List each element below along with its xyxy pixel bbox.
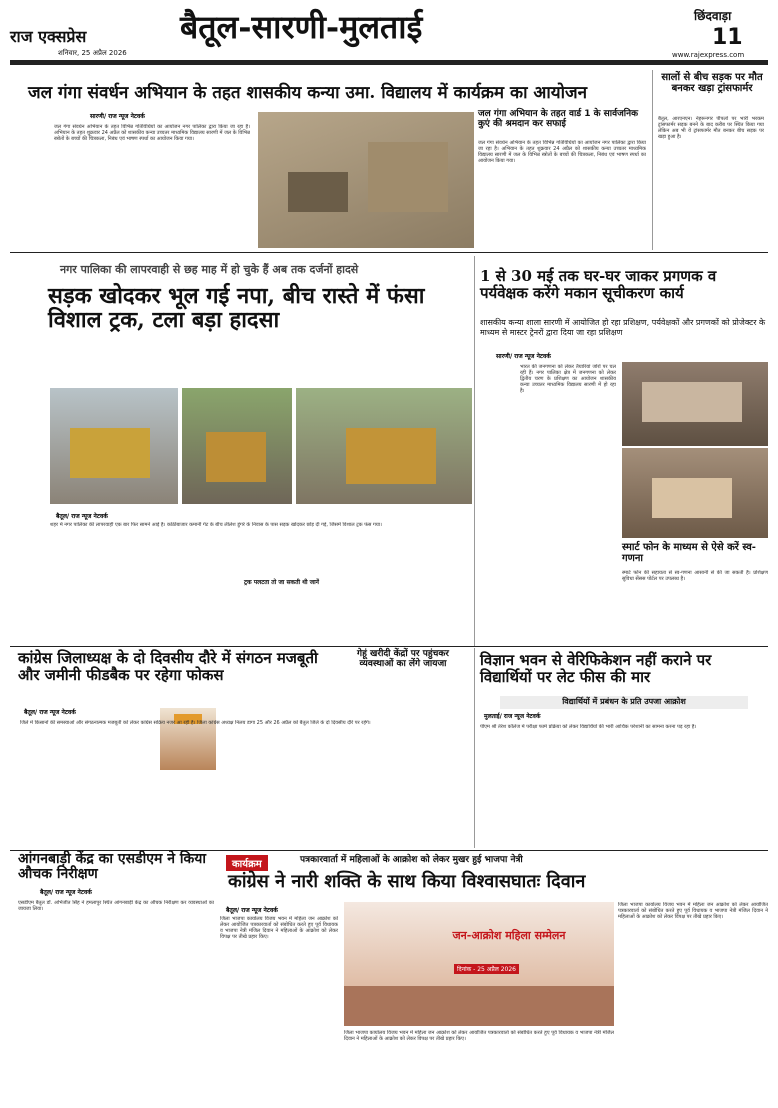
anganwadi-body: एसडीएम बैतूल डॉ. अभिजीत सिंह ने हमलापुर स्थित आंगनबाड़ी केंद्र का औचक निरीक्षण कर व्यवस्थाओं का जायजा लिया।: [18, 900, 214, 912]
accident-caption: ट्रक पलटता तो जा सकती थी जानें: [244, 579, 319, 586]
congress-tour-headline: कांग्रेस जिलाध्यक्ष के दो दिवसीय दौरे में संगठन मजबूती और जमीनी फीडबैक पर रहेगा फोकस: [18, 649, 318, 684]
lead-side-headline: जल गंगा अभियान के तहत वार्ड 1 के सार्वजनिक कुएं की श्रमदान कर सफाई: [478, 109, 639, 129]
women-conference-photo: [344, 902, 614, 1026]
congress-tour-byline: बैतूल/ राज न्यूज नेटवर्क: [24, 709, 76, 716]
karyakram-body-bottom: जिला भाजपा कार्यालय विजय भवन में महिला जन आक्रोश को लेकर आयोजित पत्रकारवार्ता को संबोधित करते हुए पूर्व विधायक व भाजपा नेत्री मंजिल दिवान ने महिलाओं के आक्रोश को लेकर विपक्ष पर तीखे प्रहार किए।: [344, 1030, 614, 1042]
section-title: बैतूल-सारणी-मुलताई: [180, 8, 423, 46]
training-photo-1: [622, 362, 768, 446]
wheat-headline: गेहूं खरीदी केंद्रों पर पहुंचकर व्यवस्थाओं का लेंगे जायजा: [357, 649, 449, 669]
issue-date: शनिवार, 25 अप्रैल 2026: [58, 49, 127, 57]
karyakram-body-left: जिला भाजपा कार्यालय विजय भवन में महिला जन आक्रोश को लेकर आयोजित पत्रकारवार्ता को संबोधित करते हुए पूर्व विधायक व भाजपा नेत्री मंजिल दिवान ने महिलाओं के आक्रोश को लेकर विपक्ष पर तीखे प्रहार किए।: [220, 916, 338, 940]
smart-phone-headline: स्मार्ट फोन के माध्यम से ऐसे करें स्व-गणना: [622, 542, 756, 564]
congress-tour-body: जिले में किसानों की समस्याओं और संगठनात्मक मजबूती को लेकर कांग्रेस सक्रिय नजर आ रही है। जिला कांग्रेस अध्यक्ष निलय डागा 25 और 26 अप्रैल को बैतूल जिले के दो दिवसीय दौरे पर रहेंगे।: [20, 720, 371, 726]
lead-headline: जल गंगा संवर्धन अभियान के तहत शासकीय कन्या उमा. विद्यालय में कार्यक्रम का आयोजन: [28, 83, 588, 103]
website-link[interactable]: www.rajexpress.com: [672, 51, 745, 59]
survey-subheadline: शासकीय कन्या शाला सारणी में आयोजित हो रहा प्रशिक्षण, पर्यवेक्षकों और प्रगणकों को प्रोजेक्टर के माध्यम से मास्टर ट्रेनरों द्वारा दिया जा रहा प्रशिक्षण: [480, 318, 766, 337]
karyakram-byline: बैतूल/ राज न्यूज नेटवर्क: [226, 907, 278, 914]
conference-banner-date: दिनांक - 25 अप्रैल 2026: [454, 964, 519, 974]
science-subheadline: विद्यार्थियों में प्रबंधन के प्रति उपजा आक्रोश: [500, 696, 748, 709]
survey-body: भारत की जनगणना को लेकर तैयारियां जोरों पर चल रही हैं। नगर पालिका क्षेत्र में जनगणना को लेकर द्वितीय चरण के प्रशिक्षण का आयोजन शासकीय कन्या उच्चतर माध्यमिक विद्यालय सारणी में हो रहा है।: [520, 364, 616, 394]
karyakram-kicker: पत्रकारवार्ता में महिलाओं के आक्रोश को लेकर मुखर हुई भाजपा नेत्री: [300, 855, 523, 865]
accident-body: शहर में नगर पालिका की लापरवाही एक बार फिर सामने आई है। कोठीबाजार कमानी गेट के बीच लीलेश डूंगरे के निवास के पास सड़क खोदकर छोड़ दी गई, जिसमें विशाल ट्रक फंस गया।: [50, 522, 382, 528]
lead-body: जल गंगा संवर्धन अभियान के तहत विभिन्न गतिविधियों का आयोजन नगर पालिका द्वारा किया जा रहा है। अभियान के तहत शुक्रवार 24 अप्रैल को शासकीय कन्या उच्चतर माध्यमिक विद्यालय सारणी में जल के विभिन्न स्त्रोतों के बच्चों की चित्रकला, निबंध एवं भाषण स्पर्धा का आयोजन किया गया।: [54, 124, 250, 142]
brand-name: राज एक्सप्रेस: [10, 27, 87, 46]
stuck-truck-photo-2: [182, 388, 292, 504]
stuck-truck-photo-1: [50, 388, 178, 504]
stuck-truck-photo-3: [296, 388, 472, 504]
transformer-headline: सालों से बीच सड़क पर मौत बनकर खड़ा ट्रांसफार्मर: [661, 72, 763, 94]
lead-byline: सारणी/ राज न्यूज नेटवर्क: [90, 113, 145, 120]
city-name: छिंदवाड़ा: [694, 9, 732, 23]
page-number: 11: [712, 25, 743, 50]
science-headline: विज्ञान भवन से वेरिफिकेशन नहीं कराने पर विद्यार्थियों पर लेट फीस की मार: [480, 651, 712, 686]
accident-byline: बैतूल/ राज न्यूज नेटवर्क: [56, 513, 108, 520]
survey-byline: सारणी/ राज न्यूज नेटवर्क: [496, 353, 551, 360]
accident-kicker: नगर पालिका की लापरवाही से छह माह में हो चुके हैं अब तक दर्जनों हादसे: [60, 263, 359, 276]
karyakram-headline: कांग्रेस ने नारी शक्ति के साथ किया विश्वासघातः दिवान: [228, 871, 586, 892]
conference-banner: जन-आक्रोश महिला सम्मेलन: [452, 929, 566, 942]
smart-phone-body: स्मार्ट फोन की सहायता से स्व-गणना आसानी से की जा सकती है। प्रशिक्षण सुविधा सेंसस पोर्टल पर उपलब्ध है।: [622, 570, 768, 582]
accident-headline: सड़क खोदकर भूल गई नपा, बीच रास्ते में फंसा विशाल ट्रक, टला बड़ा हादसा: [48, 283, 425, 334]
karyakram-tag: कार्यक्रम: [226, 855, 268, 871]
masthead-bar: [10, 60, 768, 65]
school-event-photo: [258, 112, 474, 248]
lead-side-body: जल गंगा संवर्धन अभियान के तहत विभिन्न गतिविधियों का आयोजन नगर पालिका द्वारा किया जा रहा है। अभियान के तहत शुक्रवार 24 अप्रैल को शासकीय कन्या उच्चतर माध्यमिक विद्यालय सारणी में जल के विभिन्न स्त्रोतों के बच्चों की चित्रकला, निबंध एवं भाषण स्पर्धा का आयोजन किया गया।: [478, 140, 646, 164]
transformer-body: बैतूल, आरएनएन। नेहरूनगर पीपलों पर भारी भरकम ट्रांसफार्मर सड़क बनने के बाद करीब पर स्थित किया गया लेकिन अब भी ये ट्रांसफार्मर मौत बनकर बीच सड़क पर खड़ा हुआ है।: [658, 116, 764, 140]
anganwadi-headline: आंगनबाड़ी केंद्र का एसडीएम ने किया औचक निरीक्षण: [18, 851, 206, 883]
karyakram-body-right: जिला भाजपा कार्यालय विजय भवन में महिला जन आक्रोश को लेकर आयोजित पत्रकारवार्ता को संबोधित करते हुए पूर्व विधायक व भाजपा नेत्री मंजिल दिवान ने महिलाओं के आक्रोश को लेकर विपक्ष पर तीखे प्रहार किए।: [618, 902, 768, 920]
science-body: पीएम श्री तेरेश कॉलेज में परीक्षा फार्म प्रक्रिया को लेकर विद्यार्थियों की भारी आर्थिक परेशानी का सामना करना पड़ रहा है।: [480, 724, 697, 730]
training-photo-2: [622, 448, 768, 538]
science-byline: मुलताई/ राज न्यूज नेटवर्क: [484, 713, 541, 720]
anganwadi-byline: बैतूल/ राज न्यूज नेटवर्क: [40, 889, 92, 896]
survey-headline: 1 से 30 मई तक घर-घर जाकर प्रगणक व पर्यवेक्षक करेंगे मकान सूचीकरण कार्य: [480, 267, 717, 302]
